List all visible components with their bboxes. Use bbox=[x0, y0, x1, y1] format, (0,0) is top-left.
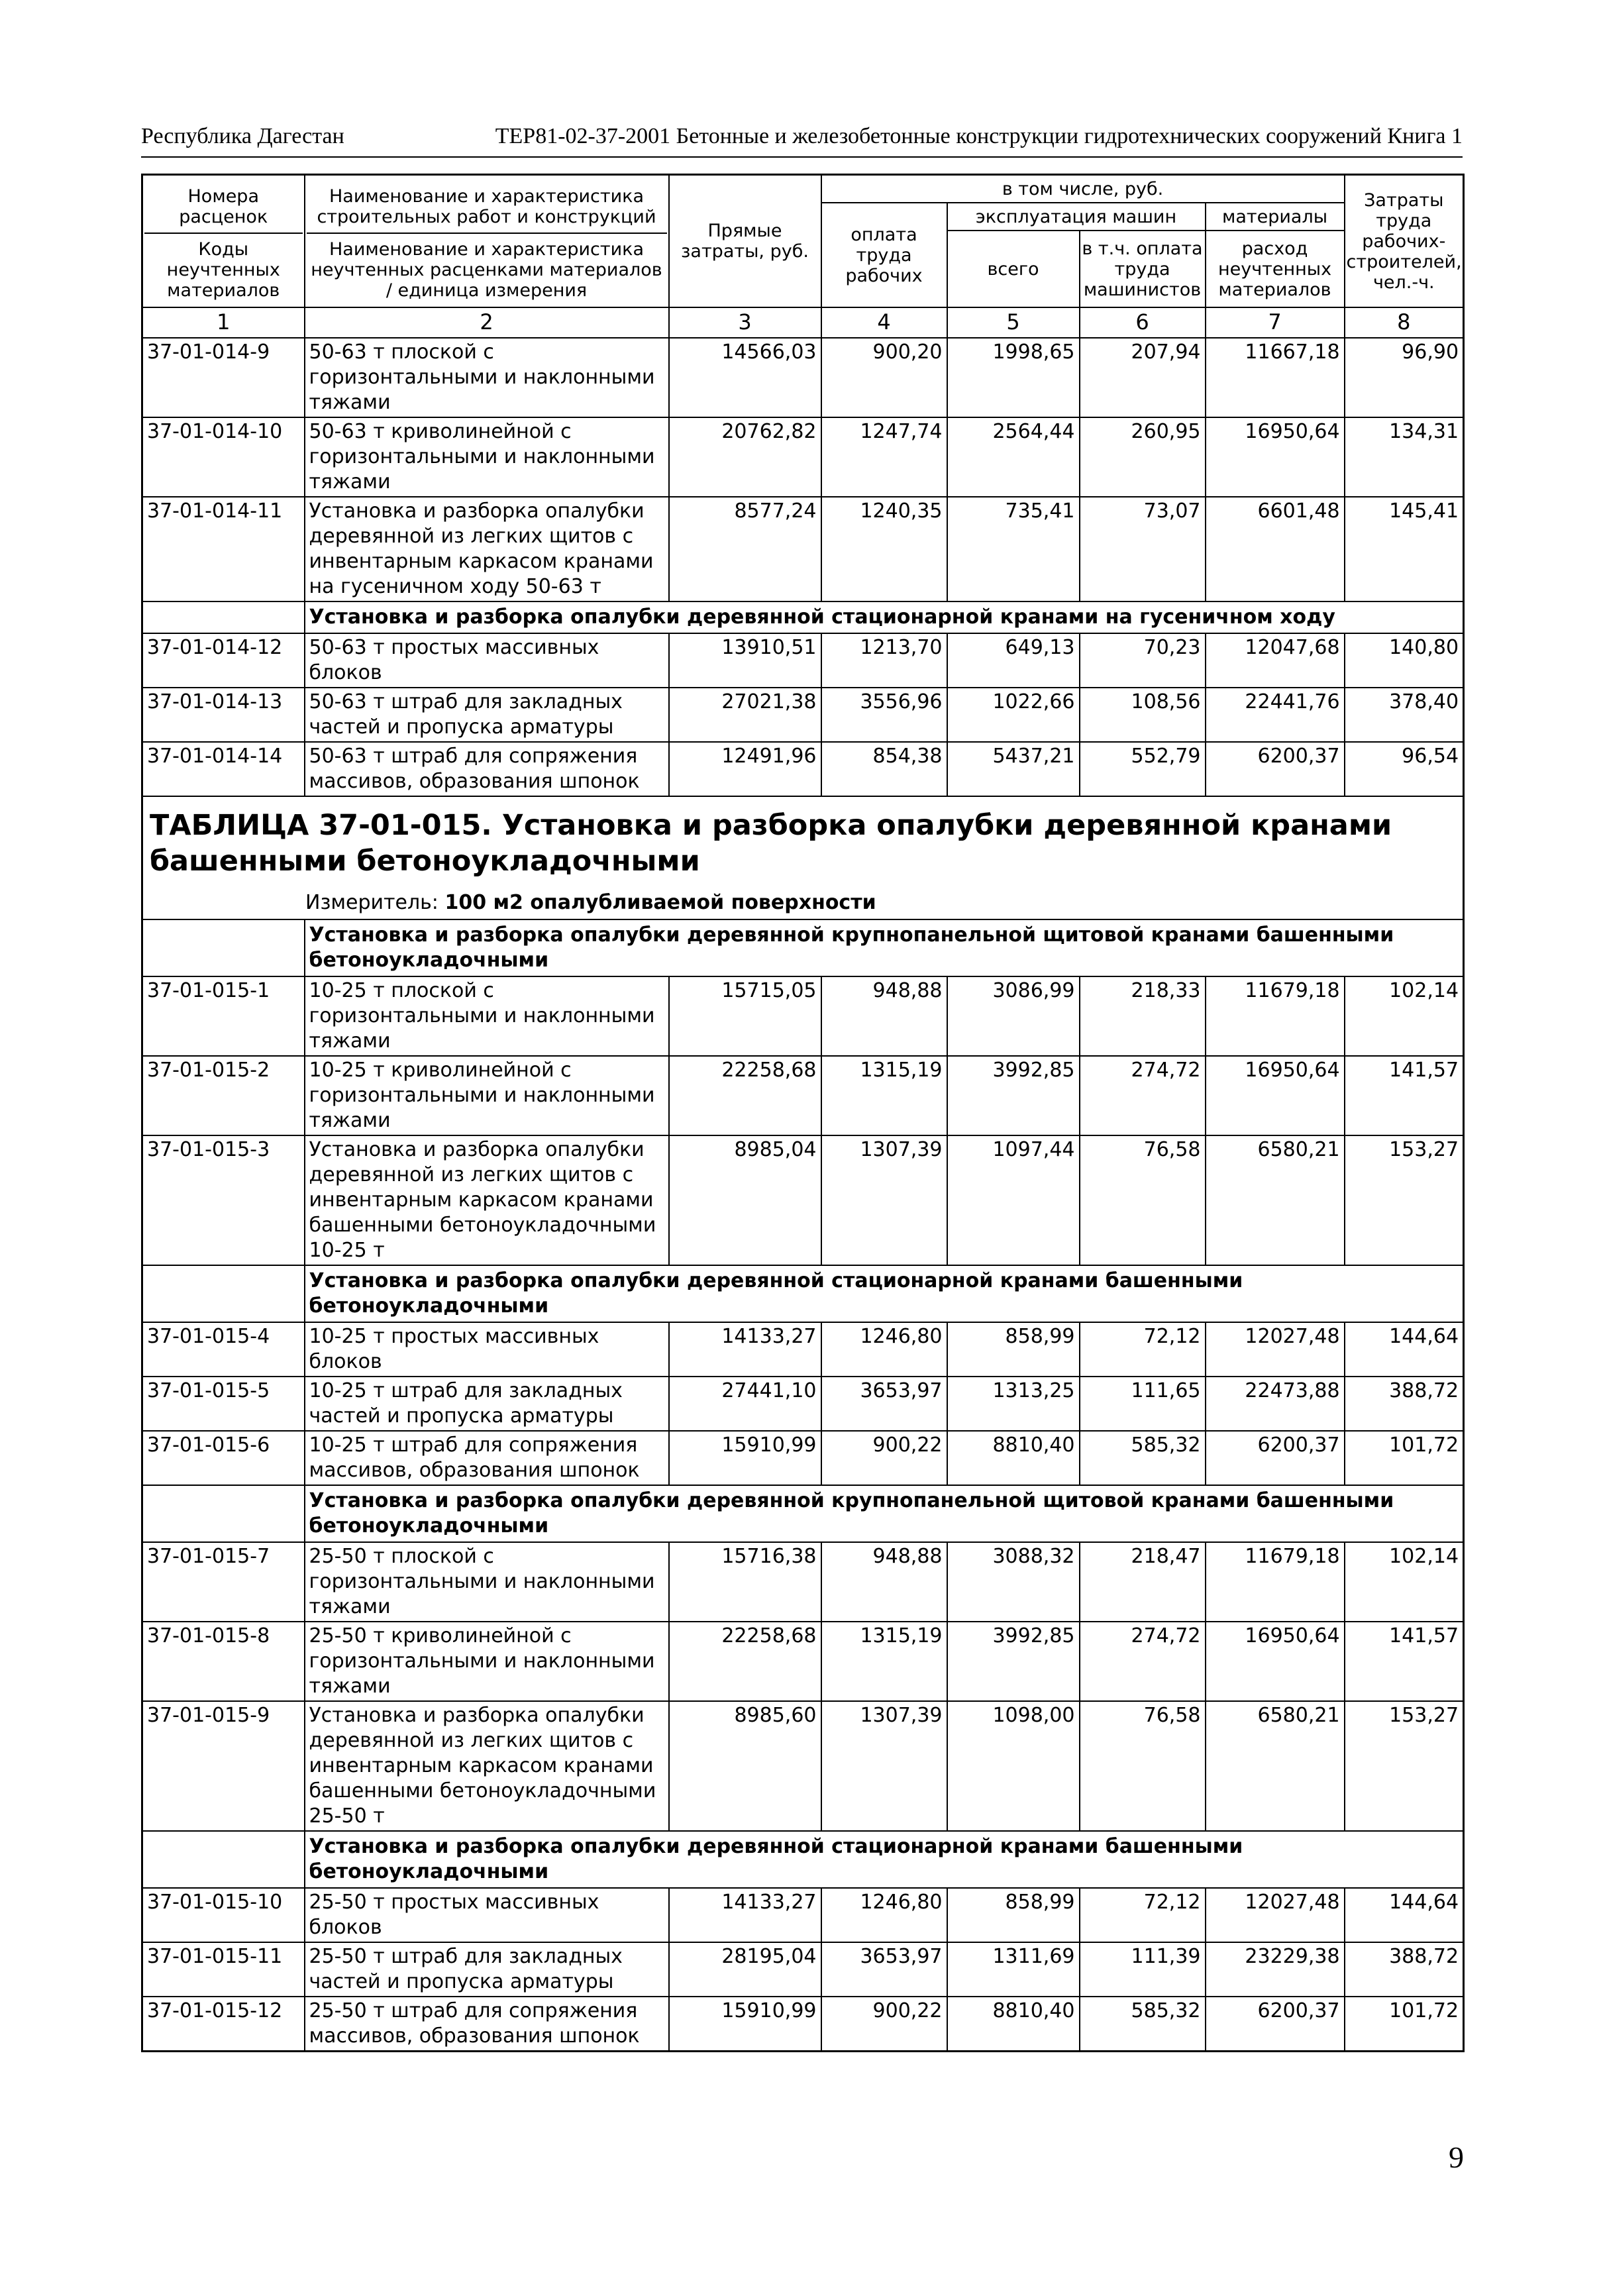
rate-code-cell: 37-01-014-12 bbox=[142, 633, 305, 688]
direct-cost-cell: 22258,68 bbox=[669, 1622, 821, 1701]
table-title-text: Установка и разборка опалубки деревянной кранами башенными бетоноукладочными bbox=[150, 809, 1392, 878]
machinist-wages-cell: 218,33 bbox=[1080, 976, 1206, 1056]
machinist-wages-cell: 72,12 bbox=[1080, 1888, 1206, 1942]
direct-cost-cell: 8985,04 bbox=[669, 1135, 821, 1265]
table-row bbox=[142, 1135, 1464, 1265]
table-row bbox=[142, 1942, 1464, 1997]
materials-cell: 6200,37 bbox=[1206, 1997, 1345, 2052]
machines-cell: 735,41 bbox=[947, 497, 1080, 601]
direct-cost-cell: 15910,99 bbox=[669, 1997, 821, 2052]
rate-code-cell: 37-01-015-4 bbox=[142, 1322, 305, 1377]
labor-hours-cell: 96,90 bbox=[1345, 338, 1464, 417]
materials-cell: 12047,68 bbox=[1206, 633, 1345, 688]
section-heading: Установка и разборка опалубки деревянной крупнопанельной щитовой кранами башенными бетоноукладочными bbox=[305, 1485, 1464, 1542]
materials-cell: 23229,38 bbox=[1206, 1942, 1345, 1997]
rows-d bbox=[142, 1542, 1464, 1831]
section-heading: Установка и разборка опалубки деревянной стационарной кранами на гусеничном ходу bbox=[305, 601, 1464, 633]
labor-hours-cell: 145,41 bbox=[1345, 497, 1464, 601]
machines-cell: 1311,69 bbox=[947, 1942, 1080, 1997]
table-row bbox=[142, 976, 1464, 1056]
work-name-cell: 10-25 т штраб для закладных частей и пропуска арматуры bbox=[305, 1377, 669, 1431]
work-name-cell: 50-63 т плоской с горизонтальными и наклонными тяжами bbox=[305, 338, 669, 417]
machines-cell: 649,13 bbox=[947, 633, 1080, 688]
wages-cell: 1246,80 bbox=[821, 1322, 947, 1377]
header-col1-bottom: Коды неучтенных материалов bbox=[166, 238, 280, 301]
direct-cost-cell: 27021,38 bbox=[669, 688, 821, 742]
column-number: 3 bbox=[669, 307, 821, 338]
rows-b bbox=[142, 976, 1464, 1265]
table-row bbox=[142, 742, 1464, 796]
rate-code-cell: 37-01-014-9 bbox=[142, 338, 305, 417]
machinist-wages-cell: 274,72 bbox=[1080, 1056, 1206, 1135]
machinist-wages-cell: 207,94 bbox=[1080, 338, 1206, 417]
header-col1-top: Номера расценок bbox=[144, 182, 303, 234]
materials-cell: 6200,37 bbox=[1206, 742, 1345, 796]
machines-cell: 1098,00 bbox=[947, 1701, 1080, 1831]
column-number: 4 bbox=[821, 307, 947, 338]
materials-cell: 16950,64 bbox=[1206, 1056, 1345, 1135]
rate-code-cell: 37-01-015-9 bbox=[142, 1701, 305, 1831]
rate-code-cell: 37-01-015-2 bbox=[142, 1056, 305, 1135]
labor-hours-cell: 134,31 bbox=[1345, 417, 1464, 497]
header-materials: материалы bbox=[1206, 203, 1345, 231]
work-name-cell: 25-50 т простых массивных блоков bbox=[305, 1888, 669, 1942]
work-name-cell: Установка и разборка опалубки деревянной из легких щитов с инвентарным каркасом кранами башенными бетоноукладочными 25-50 т bbox=[305, 1701, 669, 1831]
table-row bbox=[142, 1701, 1464, 1831]
materials-cell: 12027,48 bbox=[1206, 1322, 1345, 1377]
section-heading: Установка и разборка опалубки деревянной стационарной кранами башенными бетоноукладочными bbox=[305, 1831, 1464, 1888]
labor-hours-cell: 140,80 bbox=[1345, 633, 1464, 688]
labor-hours-cell: 388,72 bbox=[1345, 1942, 1464, 1997]
direct-cost-cell: 22258,68 bbox=[669, 1056, 821, 1135]
table-row bbox=[142, 1888, 1464, 1942]
direct-cost-cell: 14133,27 bbox=[669, 1322, 821, 1377]
work-name-cell: 10-25 т плоской с горизонтальными и наклонными тяжами bbox=[305, 976, 669, 1056]
materials-cell: 6580,21 bbox=[1206, 1135, 1345, 1265]
work-name-cell: 50-63 т криволинейной с горизонтальными и наклонными тяжами bbox=[305, 417, 669, 497]
rate-code-cell: 37-01-015-1 bbox=[142, 976, 305, 1056]
rate-code-cell: 37-01-015-12 bbox=[142, 1997, 305, 2052]
table-row bbox=[142, 338, 1464, 417]
labor-hours-cell: 153,27 bbox=[1345, 1135, 1464, 1265]
table-number: ТАБЛИЦА 37-01-015. bbox=[150, 809, 492, 842]
section-heading-row bbox=[142, 1265, 1464, 1322]
labor-hours-cell: 153,27 bbox=[1345, 1701, 1464, 1831]
page-number: 9 bbox=[1449, 2140, 1464, 2174]
labor-hours-cell: 101,72 bbox=[1345, 1431, 1464, 1485]
table-row bbox=[142, 1322, 1464, 1377]
materials-cell: 11667,18 bbox=[1206, 338, 1345, 417]
direct-cost-cell: 8577,24 bbox=[669, 497, 821, 601]
wages-cell: 1246,80 bbox=[821, 1888, 947, 1942]
work-name-cell: Установка и разборка опалубки деревянной из легких щитов с инвентарным каркасом кранами на гусеничном ходу 50-63 т bbox=[305, 497, 669, 601]
work-name-cell: 25-50 т штраб для сопряжения массивов, образования шпонок bbox=[305, 1997, 669, 2052]
labor-hours-cell: 96,54 bbox=[1345, 742, 1464, 796]
machinist-wages-cell: 218,47 bbox=[1080, 1542, 1206, 1622]
machines-cell: 1998,65 bbox=[947, 338, 1080, 417]
section-heading: Установка и разборка опалубки деревянной стационарной кранами башенными бетоноукладочными bbox=[305, 1265, 1464, 1322]
labor-hours-cell: 141,57 bbox=[1345, 1622, 1464, 1701]
machines-cell: 858,99 bbox=[947, 1888, 1080, 1942]
materials-cell: 11679,18 bbox=[1206, 976, 1345, 1056]
labor-hours-cell: 102,14 bbox=[1345, 976, 1464, 1056]
machines-cell: 1022,66 bbox=[947, 688, 1080, 742]
header-document-title: ТЕР81-02-37-2001 Бетонные и железобетонные конструкции гидротехнических сооружений Книга 1 bbox=[495, 124, 1463, 148]
unit-label: Измеритель: bbox=[305, 891, 439, 914]
direct-cost-cell: 28195,04 bbox=[669, 1942, 821, 1997]
wages-cell: 3653,97 bbox=[821, 1942, 947, 1997]
machines-cell: 2564,44 bbox=[947, 417, 1080, 497]
machinist-wages-cell: 552,79 bbox=[1080, 742, 1206, 796]
table-title bbox=[143, 797, 1463, 883]
materials-cell: 11679,18 bbox=[1206, 1542, 1345, 1622]
machines-cell: 3086,99 bbox=[947, 976, 1080, 1056]
direct-cost-cell: 8985,60 bbox=[669, 1701, 821, 1831]
machinist-wages-cell: 274,72 bbox=[1080, 1622, 1206, 1701]
unit-value: 100 м2 опалубливаемой поверхности bbox=[444, 891, 876, 914]
direct-cost-cell: 13910,51 bbox=[669, 633, 821, 688]
section-heading-row bbox=[142, 919, 1464, 976]
machinist-wages-cell: 585,32 bbox=[1080, 1997, 1206, 2052]
rate-code-cell: 37-01-015-3 bbox=[142, 1135, 305, 1265]
materials-cell: 6580,21 bbox=[1206, 1701, 1345, 1831]
wages-cell: 3556,96 bbox=[821, 688, 947, 742]
wages-cell: 1315,19 bbox=[821, 1622, 947, 1701]
column-number: 5 bbox=[947, 307, 1080, 338]
wages-cell: 1307,39 bbox=[821, 1135, 947, 1265]
table-row bbox=[142, 1997, 1464, 2052]
direct-cost-cell: 15910,99 bbox=[669, 1431, 821, 1485]
table-row bbox=[142, 1056, 1464, 1135]
machines-cell: 8810,40 bbox=[947, 1431, 1080, 1485]
wages-cell: 900,22 bbox=[821, 1431, 947, 1485]
header-col2 bbox=[305, 175, 669, 308]
running-header bbox=[141, 117, 1463, 158]
wages-cell: 948,88 bbox=[821, 1542, 947, 1622]
column-number: 1 bbox=[142, 307, 305, 338]
rows-e bbox=[142, 1888, 1464, 2052]
rate-code-cell: 37-01-015-11 bbox=[142, 1942, 305, 1997]
wages-cell: 948,88 bbox=[821, 976, 947, 1056]
header-col1 bbox=[142, 175, 305, 308]
wages-cell: 1247,74 bbox=[821, 417, 947, 497]
rate-code-cell: 37-01-015-8 bbox=[142, 1622, 305, 1701]
wages-cell: 900,20 bbox=[821, 338, 947, 417]
column-number: 2 bbox=[305, 307, 669, 338]
labor-hours-cell: 102,14 bbox=[1345, 1542, 1464, 1622]
column-number: 8 bbox=[1345, 307, 1464, 338]
rate-code-cell: 37-01-015-7 bbox=[142, 1542, 305, 1622]
work-name-cell: 25-50 т плоской с горизонтальными и наклонными тяжами bbox=[305, 1542, 669, 1622]
direct-cost-cell: 20762,82 bbox=[669, 417, 821, 497]
rate-code-cell: 37-01-014-10 bbox=[142, 417, 305, 497]
materials-cell: 16950,64 bbox=[1206, 417, 1345, 497]
header-machines: эксплуатация машин bbox=[947, 203, 1206, 231]
section-heading-row bbox=[142, 601, 1464, 633]
column-number: 6 bbox=[1080, 307, 1206, 338]
machines-cell: 8810,40 bbox=[947, 1997, 1080, 2052]
direct-cost-cell: 14133,27 bbox=[669, 1888, 821, 1942]
labor-hours-cell: 141,57 bbox=[1345, 1056, 1464, 1135]
table-row bbox=[142, 633, 1464, 688]
machinist-wages-cell: 76,58 bbox=[1080, 1701, 1206, 1831]
work-name-cell: Установка и разборка опалубки деревянной из легких щитов с инвентарным каркасом кранами башенными бетоноукладочными 10-25 т bbox=[305, 1135, 669, 1265]
direct-cost-cell: 15715,05 bbox=[669, 976, 821, 1056]
table-row bbox=[142, 688, 1464, 742]
work-name-cell: 10-25 т криволинейной с горизонтальными и наклонными тяжами bbox=[305, 1056, 669, 1135]
work-name-cell: 10-25 т простых массивных блоков bbox=[305, 1322, 669, 1377]
table-row bbox=[142, 1377, 1464, 1431]
labor-hours-cell: 388,72 bbox=[1345, 1377, 1464, 1431]
rate-code-cell: 37-01-015-5 bbox=[142, 1377, 305, 1431]
rate-code-cell: 37-01-014-13 bbox=[142, 688, 305, 742]
labor-hours-cell: 144,64 bbox=[1345, 1888, 1464, 1942]
labor-hours-cell: 378,40 bbox=[1345, 688, 1464, 742]
column-numbers-row bbox=[142, 307, 1464, 338]
table-header bbox=[142, 175, 1464, 339]
materials-cell: 12027,48 bbox=[1206, 1888, 1345, 1942]
work-name-cell: 50-63 т простых массивных блоков bbox=[305, 633, 669, 688]
wages-cell: 854,38 bbox=[821, 742, 947, 796]
header-col5: всего bbox=[947, 231, 1080, 307]
header-region: Республика Дагестан bbox=[141, 124, 344, 148]
materials-cell: 6200,37 bbox=[1206, 1431, 1345, 1485]
machinist-wages-cell: 72,12 bbox=[1080, 1322, 1206, 1377]
work-name-cell: 25-50 т штраб для закладных частей и пропуска арматуры bbox=[305, 1942, 669, 1997]
table-row bbox=[142, 1542, 1464, 1622]
rows-top bbox=[142, 338, 1464, 601]
machinist-wages-cell: 70,23 bbox=[1080, 633, 1206, 688]
wages-cell: 1240,35 bbox=[821, 497, 947, 601]
wages-cell: 1307,39 bbox=[821, 1701, 947, 1831]
machinist-wages-cell: 111,65 bbox=[1080, 1377, 1206, 1431]
materials-cell: 22441,76 bbox=[1206, 688, 1345, 742]
rate-code-cell: 37-01-015-10 bbox=[142, 1888, 305, 1942]
machinist-wages-cell: 76,58 bbox=[1080, 1135, 1206, 1265]
table-title-row bbox=[142, 796, 1464, 919]
wages-cell: 3653,97 bbox=[821, 1377, 947, 1431]
materials-cell: 6601,48 bbox=[1206, 497, 1345, 601]
rate-code-cell: 37-01-015-6 bbox=[142, 1431, 305, 1485]
materials-cell: 16950,64 bbox=[1206, 1622, 1345, 1701]
section-heading-row bbox=[142, 1485, 1464, 1542]
rows-a bbox=[142, 633, 1464, 796]
work-name-cell: 50-63 т штраб для закладных частей и пропуска арматуры bbox=[305, 688, 669, 742]
direct-cost-cell: 15716,38 bbox=[669, 1542, 821, 1622]
direct-cost-cell: 27441,10 bbox=[669, 1377, 821, 1431]
table-row bbox=[142, 417, 1464, 497]
machinist-wages-cell: 111,39 bbox=[1080, 1942, 1206, 1997]
table-unit bbox=[143, 883, 1463, 919]
machines-cell: 858,99 bbox=[947, 1322, 1080, 1377]
section-heading: Установка и разборка опалубки деревянной крупнопанельной щитовой кранами башенными бетоноукладочными bbox=[305, 919, 1464, 976]
header-col6: в т.ч. оплата труда машинистов bbox=[1080, 231, 1206, 307]
wages-cell: 900,22 bbox=[821, 1997, 947, 2052]
machines-cell: 1313,25 bbox=[947, 1377, 1080, 1431]
work-name-cell: 10-25 т штраб для сопряжения массивов, образования шпонок bbox=[305, 1431, 669, 1485]
machines-cell: 1097,44 bbox=[947, 1135, 1080, 1265]
machines-cell: 5437,21 bbox=[947, 742, 1080, 796]
wages-cell: 1315,19 bbox=[821, 1056, 947, 1135]
header-col2-top: Наименование и характеристика строительных работ и конструкций bbox=[307, 182, 667, 234]
labor-hours-cell: 101,72 bbox=[1345, 1997, 1464, 2052]
rows-c bbox=[142, 1322, 1464, 1485]
direct-cost-cell: 12491,96 bbox=[669, 742, 821, 796]
labor-hours-cell: 144,64 bbox=[1345, 1322, 1464, 1377]
machinist-wages-cell: 73,07 bbox=[1080, 497, 1206, 601]
work-name-cell: 50-63 т штраб для сопряжения массивов, образования шпонок bbox=[305, 742, 669, 796]
table-row bbox=[142, 1431, 1464, 1485]
table-row bbox=[142, 497, 1464, 601]
header-col4: оплата труда рабочих bbox=[821, 203, 947, 307]
rates-table bbox=[141, 174, 1465, 2052]
column-number: 7 bbox=[1206, 307, 1345, 338]
wages-cell: 1213,70 bbox=[821, 633, 947, 688]
header-col8: Затраты труда рабочих-строителей, чел.-ч. bbox=[1345, 175, 1464, 308]
work-name-cell: 25-50 т криволинейной с горизонтальными и наклонными тяжами bbox=[305, 1622, 669, 1701]
header-col7: расход неучтенных материалов bbox=[1206, 231, 1345, 307]
section-heading-row bbox=[142, 1831, 1464, 1888]
rate-code-cell: 37-01-014-11 bbox=[142, 497, 305, 601]
header-col3: Прямые затраты, руб. bbox=[669, 175, 821, 308]
machinist-wages-cell: 260,95 bbox=[1080, 417, 1206, 497]
header-group: в том числе, руб. bbox=[821, 175, 1345, 203]
direct-cost-cell: 14566,03 bbox=[669, 338, 821, 417]
materials-cell: 22473,88 bbox=[1206, 1377, 1345, 1431]
table-row bbox=[142, 1622, 1464, 1701]
machinist-wages-cell: 108,56 bbox=[1080, 688, 1206, 742]
header-col2-bottom: Наименование и характеристика неучтенных расценками материалов / единица измерения bbox=[311, 238, 662, 301]
machines-cell: 3088,32 bbox=[947, 1542, 1080, 1622]
machines-cell: 3992,85 bbox=[947, 1622, 1080, 1701]
machinist-wages-cell: 585,32 bbox=[1080, 1431, 1206, 1485]
machines-cell: 3992,85 bbox=[947, 1056, 1080, 1135]
rate-code-cell: 37-01-014-14 bbox=[142, 742, 305, 796]
